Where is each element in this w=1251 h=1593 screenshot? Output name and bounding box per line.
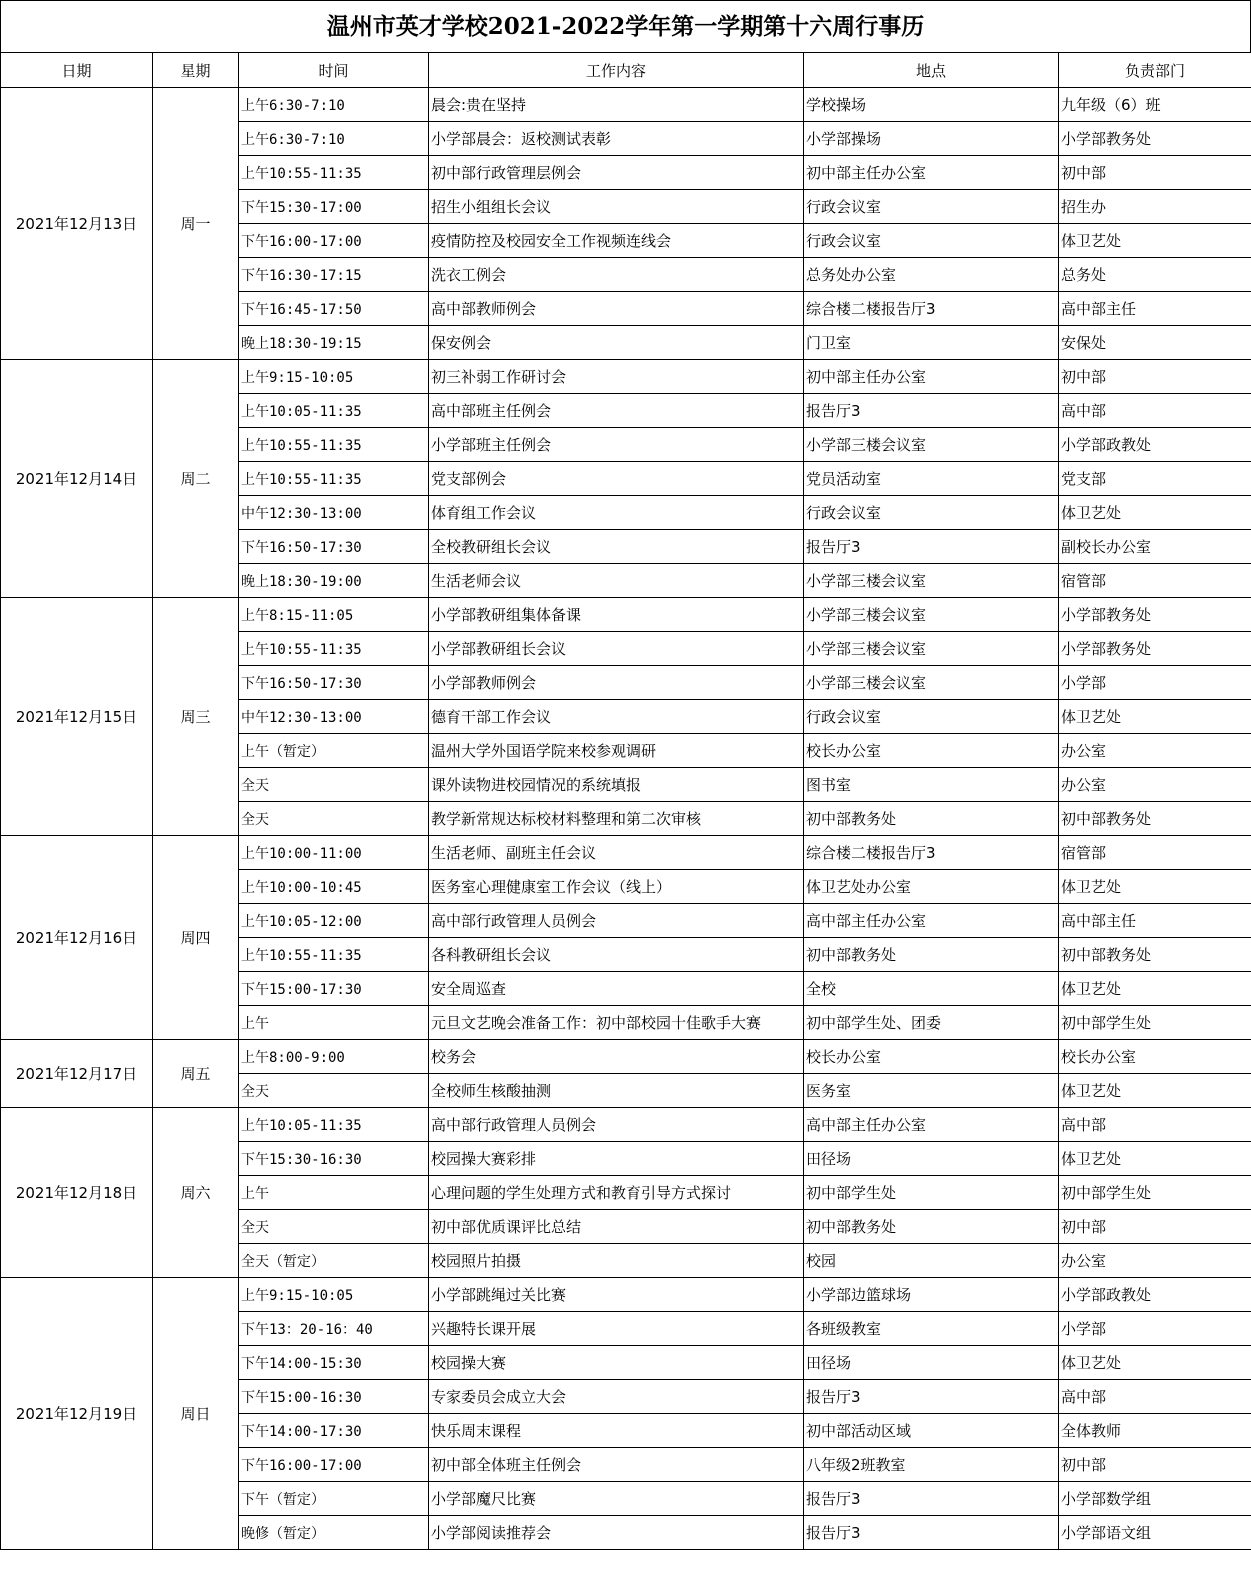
time-cell: 上午10:05-11:35: [239, 1108, 429, 1142]
dept-cell: 体卫艺处: [1059, 496, 1251, 530]
place-cell: 门卫室: [804, 326, 1059, 360]
dept-cell: 宿管部: [1059, 564, 1251, 598]
content-cell: 德育干部工作会议: [429, 700, 804, 734]
content-cell: 初中部全体班主任例会: [429, 1448, 804, 1482]
time-cell: 上午9:15-10:05: [239, 1278, 429, 1312]
place-cell: 各班级教室: [804, 1312, 1059, 1346]
content-cell: 小学部教师例会: [429, 666, 804, 700]
time-cell: 下午16:00-17:00: [239, 224, 429, 258]
dept-cell: 初中部: [1059, 156, 1251, 190]
place-cell: 小学部三楼会议室: [804, 598, 1059, 632]
time-cell: 下午15:00-17:30: [239, 972, 429, 1006]
table-row: [1, 598, 1251, 632]
content-cell: 初三补弱工作研讨会: [429, 360, 804, 394]
time-cell: 下午16:45-17:50: [239, 292, 429, 326]
time-cell: 全天: [239, 768, 429, 802]
schedule-table: [0, 52, 1251, 1550]
time-cell: 上午10:55-11:35: [239, 938, 429, 972]
dept-cell: 小学部政教处: [1059, 1278, 1251, 1312]
place-cell: 初中部学生处、团委: [804, 1006, 1059, 1040]
header-content: 工作内容: [429, 53, 804, 88]
place-cell: 体卫艺处办公室: [804, 870, 1059, 904]
dept-cell: 副校长办公室: [1059, 530, 1251, 564]
dept-cell: 小学部教务处: [1059, 122, 1251, 156]
time-cell: 晚上18:30-19:15: [239, 326, 429, 360]
time-cell: 中午12:30-13:00: [239, 700, 429, 734]
place-cell: 田径场: [804, 1142, 1059, 1176]
date-cell: 2021年12月19日: [1, 1278, 153, 1550]
place-cell: 高中部主任办公室: [804, 904, 1059, 938]
dept-cell: 党支部: [1059, 462, 1251, 496]
time-cell: 上午（暂定）: [239, 734, 429, 768]
content-cell: 安全周巡查: [429, 972, 804, 1006]
content-cell: 各科教研组长会议: [429, 938, 804, 972]
content-cell: 高中部班主任例会: [429, 394, 804, 428]
content-cell: 疫情防控及校园安全工作视频连线会: [429, 224, 804, 258]
date-cell: 2021年12月16日: [1, 836, 153, 1040]
dept-cell: 安保处: [1059, 326, 1251, 360]
time-cell: 上午: [239, 1006, 429, 1040]
place-cell: 初中部活动区域: [804, 1414, 1059, 1448]
content-cell: 教学新常规达标校材料整理和第二次审核: [429, 802, 804, 836]
header-row: [1, 53, 1251, 88]
place-cell: 报告厅3: [804, 530, 1059, 564]
place-cell: 小学部边篮球场: [804, 1278, 1059, 1312]
time-cell: 上午6:30-7:10: [239, 88, 429, 122]
dept-cell: 高中部主任: [1059, 904, 1251, 938]
place-cell: 初中部教务处: [804, 1210, 1059, 1244]
time-cell: 下午（暂定）: [239, 1482, 429, 1516]
content-cell: 兴趣特长课开展: [429, 1312, 804, 1346]
dept-cell: 体卫艺处: [1059, 870, 1251, 904]
place-cell: 高中部主任办公室: [804, 1108, 1059, 1142]
content-cell: 医务室心理健康室工作会议（线上）: [429, 870, 804, 904]
date-cell: 2021年12月13日: [1, 88, 153, 360]
time-cell: 全天: [239, 1210, 429, 1244]
content-cell: 小学部教研组长会议: [429, 632, 804, 666]
place-cell: 校长办公室: [804, 1040, 1059, 1074]
time-cell: 上午10:00-11:00: [239, 836, 429, 870]
dept-cell: 高中部: [1059, 394, 1251, 428]
dept-cell: 小学部政教处: [1059, 428, 1251, 462]
time-cell: 晚修（暂定）: [239, 1516, 429, 1550]
time-cell: 下午16:30-17:15: [239, 258, 429, 292]
dept-cell: 体卫艺处: [1059, 1346, 1251, 1380]
place-cell: 党员活动室: [804, 462, 1059, 496]
dept-cell: 高中部主任: [1059, 292, 1251, 326]
time-cell: 上午10:55-11:35: [239, 632, 429, 666]
time-cell: 上午10:05-12:00: [239, 904, 429, 938]
content-cell: 保安例会: [429, 326, 804, 360]
time-cell: 上午10:55-11:35: [239, 462, 429, 496]
date-cell: 2021年12月18日: [1, 1108, 153, 1278]
date-cell: 2021年12月17日: [1, 1040, 153, 1108]
place-cell: 行政会议室: [804, 224, 1059, 258]
place-cell: 八年级2班教室: [804, 1448, 1059, 1482]
header-date: 日期: [1, 53, 153, 88]
place-cell: 图书室: [804, 768, 1059, 802]
header-time: 时间: [239, 53, 429, 88]
dept-cell: 总务处: [1059, 258, 1251, 292]
content-cell: 生活老师会议: [429, 564, 804, 598]
header-place: 地点: [804, 53, 1059, 88]
time-cell: 上午8:00-9:00: [239, 1040, 429, 1074]
content-cell: 校园操大赛: [429, 1346, 804, 1380]
place-cell: 报告厅3: [804, 1380, 1059, 1414]
time-cell: 下午14:00-17:30: [239, 1414, 429, 1448]
content-cell: 高中部教师例会: [429, 292, 804, 326]
time-cell: 晚上18:30-19:00: [239, 564, 429, 598]
date-cell: 2021年12月15日: [1, 598, 153, 836]
place-cell: 行政会议室: [804, 190, 1059, 224]
dept-cell: 体卫艺处: [1059, 1142, 1251, 1176]
dept-cell: 小学部数学组: [1059, 1482, 1251, 1516]
place-cell: 初中部学生处: [804, 1176, 1059, 1210]
dept-cell: 体卫艺处: [1059, 972, 1251, 1006]
page-title: 温州市英才学校2021-2022学年第一学期第十六周行事历: [0, 0, 1251, 52]
place-cell: 小学部三楼会议室: [804, 564, 1059, 598]
place-cell: 校园: [804, 1244, 1059, 1278]
content-cell: 全校教研组长会议: [429, 530, 804, 564]
place-cell: 行政会议室: [804, 496, 1059, 530]
weekday-cell: 周六: [153, 1108, 239, 1278]
time-cell: 中午12:30-13:00: [239, 496, 429, 530]
header-dept: 负责部门: [1059, 53, 1251, 88]
dept-cell: 初中部: [1059, 360, 1251, 394]
dept-cell: 小学部: [1059, 666, 1251, 700]
dept-cell: 小学部教务处: [1059, 598, 1251, 632]
dept-cell: 宿管部: [1059, 836, 1251, 870]
table-row: [1, 1278, 1251, 1312]
dept-cell: 体卫艺处: [1059, 1074, 1251, 1108]
place-cell: 校长办公室: [804, 734, 1059, 768]
dept-cell: 九年级（6）班: [1059, 88, 1251, 122]
content-cell: 快乐周末课程: [429, 1414, 804, 1448]
time-cell: 下午16:50-17:30: [239, 530, 429, 564]
time-cell: 全天: [239, 802, 429, 836]
content-cell: 元旦文艺晚会准备工作：初中部校园十佳歌手大赛: [429, 1006, 804, 1040]
place-cell: 初中部教务处: [804, 938, 1059, 972]
dept-cell: 初中部学生处: [1059, 1176, 1251, 1210]
time-cell: 上午8:15-11:05: [239, 598, 429, 632]
place-cell: 初中部教务处: [804, 802, 1059, 836]
dept-cell: 小学部: [1059, 1312, 1251, 1346]
header-weekday: 星期: [153, 53, 239, 88]
content-cell: 初中部行政管理层例会: [429, 156, 804, 190]
place-cell: 田径场: [804, 1346, 1059, 1380]
dept-cell: 高中部: [1059, 1108, 1251, 1142]
time-cell: 全天（暂定）: [239, 1244, 429, 1278]
place-cell: 全校: [804, 972, 1059, 1006]
content-cell: 心理问题的学生处理方式和教育引导方式探讨: [429, 1176, 804, 1210]
place-cell: 小学部三楼会议室: [804, 632, 1059, 666]
content-cell: 招生小组组长会议: [429, 190, 804, 224]
dept-cell: 校长办公室: [1059, 1040, 1251, 1074]
content-cell: 高中部行政管理人员例会: [429, 1108, 804, 1142]
table-row: [1, 1108, 1251, 1142]
content-cell: 初中部优质课评比总结: [429, 1210, 804, 1244]
place-cell: 小学部操场: [804, 122, 1059, 156]
time-cell: 上午10:55-11:35: [239, 156, 429, 190]
table-row: [1, 360, 1251, 394]
dept-cell: 全体教师: [1059, 1414, 1251, 1448]
table-row: [1, 836, 1251, 870]
time-cell: 下午16:00-17:00: [239, 1448, 429, 1482]
dept-cell: 初中部教务处: [1059, 802, 1251, 836]
content-cell: 小学部阅读推荐会: [429, 1516, 804, 1550]
place-cell: 小学部三楼会议室: [804, 666, 1059, 700]
place-cell: 报告厅3: [804, 394, 1059, 428]
dept-cell: 办公室: [1059, 1244, 1251, 1278]
place-cell: 报告厅3: [804, 1516, 1059, 1550]
table-row: [1, 1040, 1251, 1074]
place-cell: 报告厅3: [804, 1482, 1059, 1516]
content-cell: 温州大学外国语学院来校参观调研: [429, 734, 804, 768]
content-cell: 党支部例会: [429, 462, 804, 496]
weekday-cell: 周二: [153, 360, 239, 598]
content-cell: 小学部教研组集体备课: [429, 598, 804, 632]
content-cell: 小学部魔尺比赛: [429, 1482, 804, 1516]
dept-cell: 小学部语文组: [1059, 1516, 1251, 1550]
schedule-body: [1, 88, 1251, 1550]
content-cell: 全校师生核酸抽测: [429, 1074, 804, 1108]
dept-cell: 体卫艺处: [1059, 700, 1251, 734]
weekday-cell: 周四: [153, 836, 239, 1040]
dept-cell: 办公室: [1059, 768, 1251, 802]
content-cell: 校园照片拍摄: [429, 1244, 804, 1278]
time-cell: 下午15:30-17:00: [239, 190, 429, 224]
content-cell: 小学部班主任例会: [429, 428, 804, 462]
content-cell: 专家委员会成立大会: [429, 1380, 804, 1414]
content-cell: 小学部跳绳过关比赛: [429, 1278, 804, 1312]
content-cell: 晨会:贵在坚持: [429, 88, 804, 122]
time-cell: 上午: [239, 1176, 429, 1210]
time-cell: 下午13：20-16：40: [239, 1312, 429, 1346]
date-cell: 2021年12月14日: [1, 360, 153, 598]
weekday-cell: 周日: [153, 1278, 239, 1550]
dept-cell: 招生办: [1059, 190, 1251, 224]
dept-cell: 高中部: [1059, 1380, 1251, 1414]
content-cell: 洗衣工例会: [429, 258, 804, 292]
content-cell: 生活老师、副班主任会议: [429, 836, 804, 870]
content-cell: 课外读物进校园情况的系统填报: [429, 768, 804, 802]
time-cell: 上午10:00-10:45: [239, 870, 429, 904]
time-cell: 上午10:05-11:35: [239, 394, 429, 428]
weekday-cell: 周五: [153, 1040, 239, 1108]
dept-cell: 初中部教务处: [1059, 938, 1251, 972]
time-cell: 下午14:00-15:30: [239, 1346, 429, 1380]
place-cell: 综合楼二楼报告厅3: [804, 292, 1059, 326]
dept-cell: 初中部: [1059, 1448, 1251, 1482]
dept-cell: 体卫艺处: [1059, 224, 1251, 258]
time-cell: 上午9:15-10:05: [239, 360, 429, 394]
content-cell: 小学部晨会：返校测试表彰: [429, 122, 804, 156]
content-cell: 校园操大赛彩排: [429, 1142, 804, 1176]
content-cell: 体育组工作会议: [429, 496, 804, 530]
content-cell: 高中部行政管理人员例会: [429, 904, 804, 938]
table-row: [1, 88, 1251, 122]
time-cell: 下午15:00-16:30: [239, 1380, 429, 1414]
dept-cell: 初中部: [1059, 1210, 1251, 1244]
place-cell: 小学部三楼会议室: [804, 428, 1059, 462]
dept-cell: 小学部教务处: [1059, 632, 1251, 666]
content-cell: 校务会: [429, 1040, 804, 1074]
place-cell: 行政会议室: [804, 700, 1059, 734]
time-cell: 上午6:30-7:10: [239, 122, 429, 156]
time-cell: 上午10:55-11:35: [239, 428, 429, 462]
time-cell: 全天: [239, 1074, 429, 1108]
place-cell: 初中部主任办公室: [804, 156, 1059, 190]
weekday-cell: 周三: [153, 598, 239, 836]
dept-cell: 初中部学生处: [1059, 1006, 1251, 1040]
time-cell: 下午15:30-16:30: [239, 1142, 429, 1176]
time-cell: 下午16:50-17:30: [239, 666, 429, 700]
place-cell: 综合楼二楼报告厅3: [804, 836, 1059, 870]
dept-cell: 办公室: [1059, 734, 1251, 768]
place-cell: 医务室: [804, 1074, 1059, 1108]
place-cell: 学校操场: [804, 88, 1059, 122]
place-cell: 初中部主任办公室: [804, 360, 1059, 394]
place-cell: 总务处办公室: [804, 258, 1059, 292]
weekday-cell: 周一: [153, 88, 239, 360]
